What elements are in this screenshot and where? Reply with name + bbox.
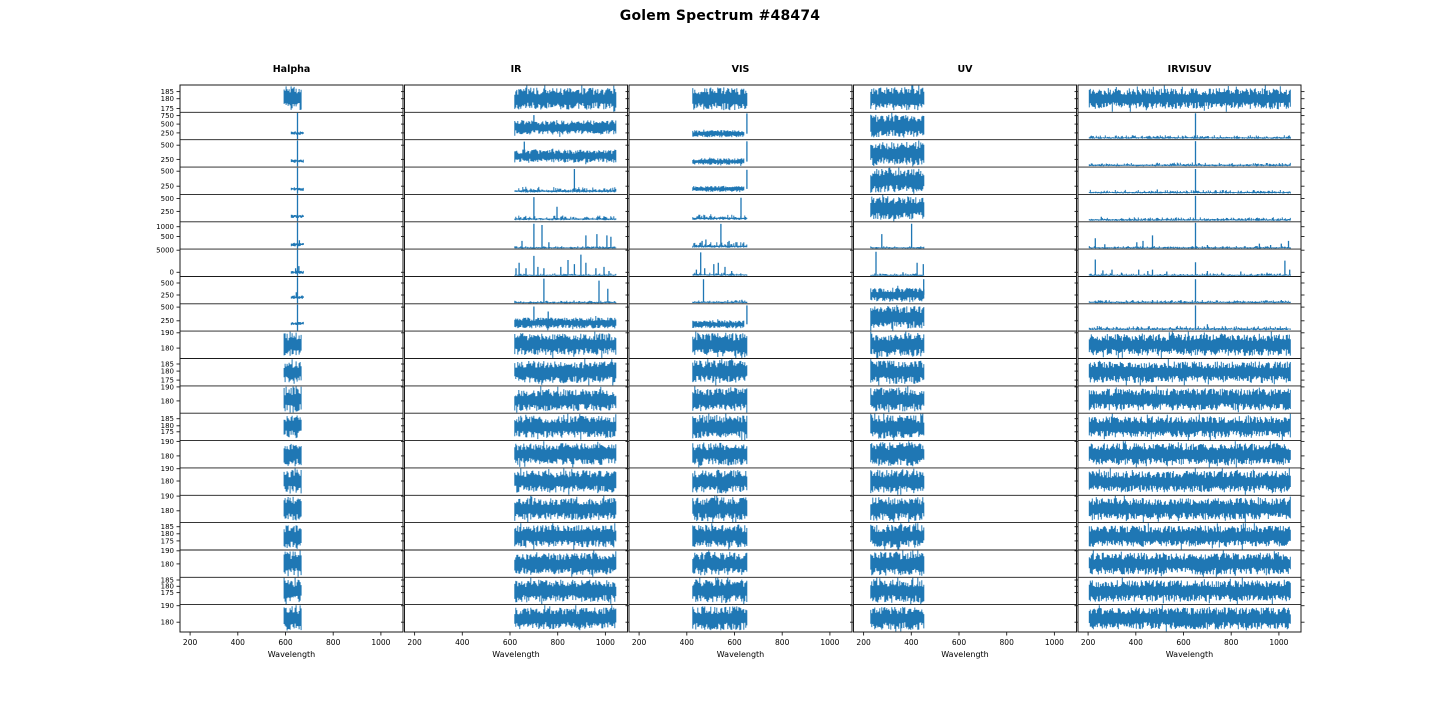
y-tick-label: 750 <box>160 112 174 120</box>
y-tick-label: 500 <box>160 279 174 288</box>
subplot-cell-r13-c5 <box>1089 414 1290 440</box>
y-tick-label: 180 <box>160 582 174 591</box>
x-tick-label: 800 <box>999 638 1014 647</box>
y-tick-label: 1000 <box>156 223 174 232</box>
subplot-cell-r16-c5 <box>1089 496 1290 522</box>
subplot-cell-r20-c4 <box>871 607 924 632</box>
x-tick-label: 600 <box>1176 638 1191 647</box>
y-tick-label: 250 <box>160 155 174 164</box>
subplot-cell-r6-c5 <box>1089 223 1290 249</box>
subplot-cell-r1-c4 <box>871 86 924 111</box>
subplot-cell-r2-c4 <box>871 113 924 138</box>
subplot-cell-r5-c2 <box>515 197 616 220</box>
x-tick-label: 200 <box>1080 638 1096 647</box>
y-tick-label: 180 <box>160 367 174 376</box>
subplot-cell-r12-c1 <box>284 387 301 413</box>
subplot-cell-r8-c3 <box>693 279 747 303</box>
subplot-cell-r16-c2 <box>515 496 616 522</box>
y-tick-label: 180 <box>160 95 174 104</box>
subplot-cell-r8-c1 <box>291 277 303 303</box>
subplot-cell-r13-c1 <box>284 416 301 439</box>
x-tick-label: 200 <box>856 638 871 647</box>
y-tick-label: 190 <box>160 437 174 446</box>
subplot-cell-r7-c2 <box>515 255 616 276</box>
subplot-cell-r8-c4 <box>871 279 924 302</box>
subplot-cell-r9-c1 <box>291 305 303 331</box>
subplot-cell-r15-c5 <box>1089 469 1290 495</box>
subplot-cell-r11-c4 <box>871 359 924 385</box>
x-tick-label: 200 <box>182 638 198 647</box>
subplot-cell-r10-c1 <box>284 332 301 356</box>
y-tick-label: 180 <box>160 530 174 539</box>
subplot-cell-r19-c3 <box>693 578 747 604</box>
subplot-cell-r9-c5 <box>1089 305 1290 330</box>
y-tick-label: 5000 <box>156 246 174 255</box>
subplot-cell-r4-c1 <box>291 168 303 194</box>
x-tick-label: 600 <box>951 638 967 647</box>
y-tick-label: 185 <box>160 88 174 96</box>
subplot-cell-r11-c3 <box>693 359 747 385</box>
subplot-cell-r20-c2 <box>515 605 616 630</box>
subplot-cell-r5-c3 <box>693 198 747 220</box>
y-tick-label: 190 <box>160 602 174 611</box>
subplot-cell-r6-c2 <box>515 224 616 249</box>
subplot-cell-r1-c1 <box>284 86 301 110</box>
y-tick-label: 180 <box>160 452 174 461</box>
y-tick-label: 500 <box>160 120 174 129</box>
subplot-cell-r11-c5 <box>1089 359 1290 385</box>
y-tick-label: 250 <box>160 291 174 300</box>
subplot-cell-r20-c3 <box>693 606 747 630</box>
subplot-cell-r4-c3 <box>693 170 747 192</box>
subplot-cell-r19-c1 <box>284 578 301 604</box>
subplot-cell-r15-c4 <box>871 469 924 495</box>
column-title-vis: VIS <box>731 64 750 75</box>
y-tick-label: 250 <box>160 207 174 216</box>
y-tick-label: 185 <box>160 523 174 532</box>
y-tick-label: 250 <box>160 129 174 138</box>
y-tick-label: 250 <box>160 182 174 191</box>
subplot-cell-r2-c3 <box>693 113 747 137</box>
subplot-cell-r17-c5 <box>1089 523 1290 549</box>
subplot-cell-r3-c2 <box>515 142 616 165</box>
subplot-cell-r12-c3 <box>693 387 747 413</box>
x-tick-label: 1000 <box>1044 638 1064 647</box>
subplot-cell-r3-c4 <box>871 141 924 167</box>
x-tick-label: 800 <box>326 638 341 647</box>
y-tick-label: 500 <box>160 232 174 241</box>
subplot-cell-r16-c4 <box>871 497 924 522</box>
column-title-uv: UV <box>957 64 973 75</box>
y-tick-label: 180 <box>160 560 174 569</box>
y-tick-label: 185 <box>160 576 174 585</box>
y-tick-label: 185 <box>160 415 174 424</box>
subplot-cell-r9-c3 <box>693 305 747 328</box>
x-axis-label: Wavelength <box>941 650 989 659</box>
subplot-cell-r2-c1 <box>291 113 303 139</box>
subplot-cell-r7-c4 <box>871 252 924 276</box>
y-tick-label: 250 <box>160 317 174 326</box>
x-tick-label: 400 <box>455 638 470 647</box>
subplot-cell-r17-c2 <box>515 523 616 549</box>
subplot-cell-r13-c2 <box>515 414 616 440</box>
subplot-cell-r18-c3 <box>693 551 747 576</box>
x-tick-label: 800 <box>550 638 565 647</box>
y-tick-label: 190 <box>160 465 174 474</box>
y-tick-label: 500 <box>160 167 174 176</box>
x-axis-label: Wavelength <box>716 650 765 659</box>
y-tick-label: 180 <box>160 397 174 406</box>
subplot-cell-r17-c3 <box>693 523 747 549</box>
x-tick-label: 600 <box>502 638 518 647</box>
subplot-cell-r15-c1 <box>284 469 301 494</box>
subplot-cell-r6-c3 <box>693 224 747 248</box>
y-tick-label: 175 <box>160 589 174 597</box>
subplot-cell-r10-c2 <box>515 332 616 358</box>
x-tick-label: 800 <box>775 638 790 647</box>
subplot-cell-r1-c2 <box>515 86 616 112</box>
subplot-cell-r1-c3 <box>693 87 747 110</box>
subplot-cell-r12-c4 <box>871 387 924 413</box>
subplot-cell-r2-c2 <box>515 115 616 137</box>
y-tick-label: 190 <box>160 383 174 392</box>
x-tick-label: 200 <box>407 638 422 647</box>
subplot-cell-r19-c2 <box>515 578 616 604</box>
subplot-cell-r5-c4 <box>871 195 924 221</box>
x-tick-label: 1000 <box>1269 638 1289 647</box>
subplot-cell-r18-c1 <box>284 551 301 577</box>
subplot-cell-r13-c4 <box>871 414 924 440</box>
subplot-cell-r3-c1 <box>291 140 303 166</box>
y-tick-label: 500 <box>160 141 174 150</box>
y-tick-label: 175 <box>160 376 174 385</box>
subplot-cell-r7-c3 <box>693 252 747 275</box>
subplot-cell-r19-c4 <box>871 578 924 604</box>
x-axis-label: Wavelength <box>492 650 540 659</box>
x-tick-label: 800 <box>1224 638 1239 647</box>
subplot-cell-r14-c3 <box>693 443 747 468</box>
x-axis-label: Wavelength <box>267 650 316 659</box>
x-tick-label: 200 <box>631 638 647 647</box>
subplot-cell-r7-c1 <box>291 250 303 276</box>
subplot-cell-r12-c5 <box>1089 387 1290 413</box>
x-tick-label: 400 <box>679 638 694 647</box>
subplot-cell-r14-c1 <box>284 444 301 466</box>
subplot-cell-r5-c1 <box>291 195 303 221</box>
subplot-cell-r18-c4 <box>871 551 924 576</box>
subplot-cell-r9-c4 <box>871 305 924 330</box>
subplot-cell-r13-c3 <box>693 414 747 440</box>
subplot-cell-r14-c5 <box>1089 441 1290 467</box>
subplot-cell-r16-c3 <box>693 496 747 522</box>
subplot-cell-r19-c5 <box>1089 578 1290 604</box>
x-tick-label: 600 <box>278 638 293 647</box>
subplot-cell-r20-c5 <box>1089 605 1290 631</box>
y-tick-label: 500 <box>160 303 174 312</box>
subplot-cell-r10-c5 <box>1089 332 1290 358</box>
y-tick-label: 175 <box>160 104 174 113</box>
subplot-cell-r15-c3 <box>693 470 747 494</box>
y-tick-label: 190 <box>160 492 174 501</box>
x-tick-label: 400 <box>904 638 919 647</box>
y-tick-label: 185 <box>160 360 174 369</box>
subplot-cell-r7-c5 <box>1089 260 1290 276</box>
y-tick-label: 175 <box>160 428 174 437</box>
subplot-cell-r11-c2 <box>515 359 616 385</box>
subplot-cell-r10-c3 <box>693 332 747 358</box>
subplot-cell-r3-c5 <box>1089 141 1290 166</box>
subplot-cell-r18-c2 <box>515 551 616 577</box>
y-tick-label: 180 <box>160 477 174 486</box>
subplot-cell-r8-c2 <box>515 279 616 304</box>
subplot-cell-r14-c2 <box>515 441 616 467</box>
figure-title: Golem Spectrum #48474 <box>619 8 821 24</box>
y-tick-label: 180 <box>160 618 174 627</box>
subplot-cell-r11-c1 <box>284 359 301 383</box>
y-tick-label: 180 <box>160 422 174 431</box>
subplot-cell-r15-c2 <box>515 469 616 495</box>
x-tick-label: 600 <box>727 638 742 647</box>
subplot-cell-r18-c5 <box>1089 551 1290 577</box>
x-tick-label: 400 <box>230 638 245 647</box>
subplot-cell-r20-c1 <box>284 605 301 630</box>
x-axis-label: Wavelength <box>1165 650 1214 659</box>
x-tick-label: 1000 <box>595 638 615 647</box>
subplot-cell-r2-c5 <box>1089 113 1290 139</box>
subplot-cell-r6-c1 <box>291 222 303 248</box>
y-tick-label: 180 <box>160 344 174 353</box>
x-tick-label: 1000 <box>820 638 840 647</box>
y-tick-label: 180 <box>160 507 174 516</box>
subplot-cell-r8-c5 <box>1089 279 1290 303</box>
subplot-cell-r3-c3 <box>693 141 747 166</box>
column-title-irvisuv: IRVISUV <box>1167 64 1212 75</box>
subplot-cell-r17-c1 <box>284 525 301 549</box>
subplot-cell-r17-c4 <box>871 523 924 549</box>
y-tick-label: 175 <box>160 537 174 546</box>
subplot-cell-r12-c2 <box>515 387 616 413</box>
x-tick-label: 400 <box>1128 638 1143 647</box>
x-tick-label: 1000 <box>371 638 391 647</box>
subplot-cell-r6-c4 <box>871 224 924 249</box>
column-title-ir: IR <box>510 64 522 75</box>
y-tick-label: 0 <box>169 268 174 277</box>
y-tick-label: 190 <box>160 329 174 338</box>
subplot-cell-r4-c5 <box>1089 169 1290 194</box>
subplot-cell-r10-c4 <box>871 332 924 358</box>
subplot-cell-r4-c2 <box>515 169 616 193</box>
y-tick-label: 500 <box>160 194 174 203</box>
subplot-cell-r14-c4 <box>871 441 924 466</box>
subplot-cell-r9-c2 <box>515 307 616 331</box>
column-title-halpha: Halpha <box>272 64 311 75</box>
subplot-cell-r5-c5 <box>1089 196 1290 221</box>
subplot-cell-r4-c4 <box>871 168 924 194</box>
subplot-cell-r16-c1 <box>284 497 301 521</box>
y-tick-label: 190 <box>160 547 174 556</box>
subplot-cell-r1-c5 <box>1089 86 1290 112</box>
